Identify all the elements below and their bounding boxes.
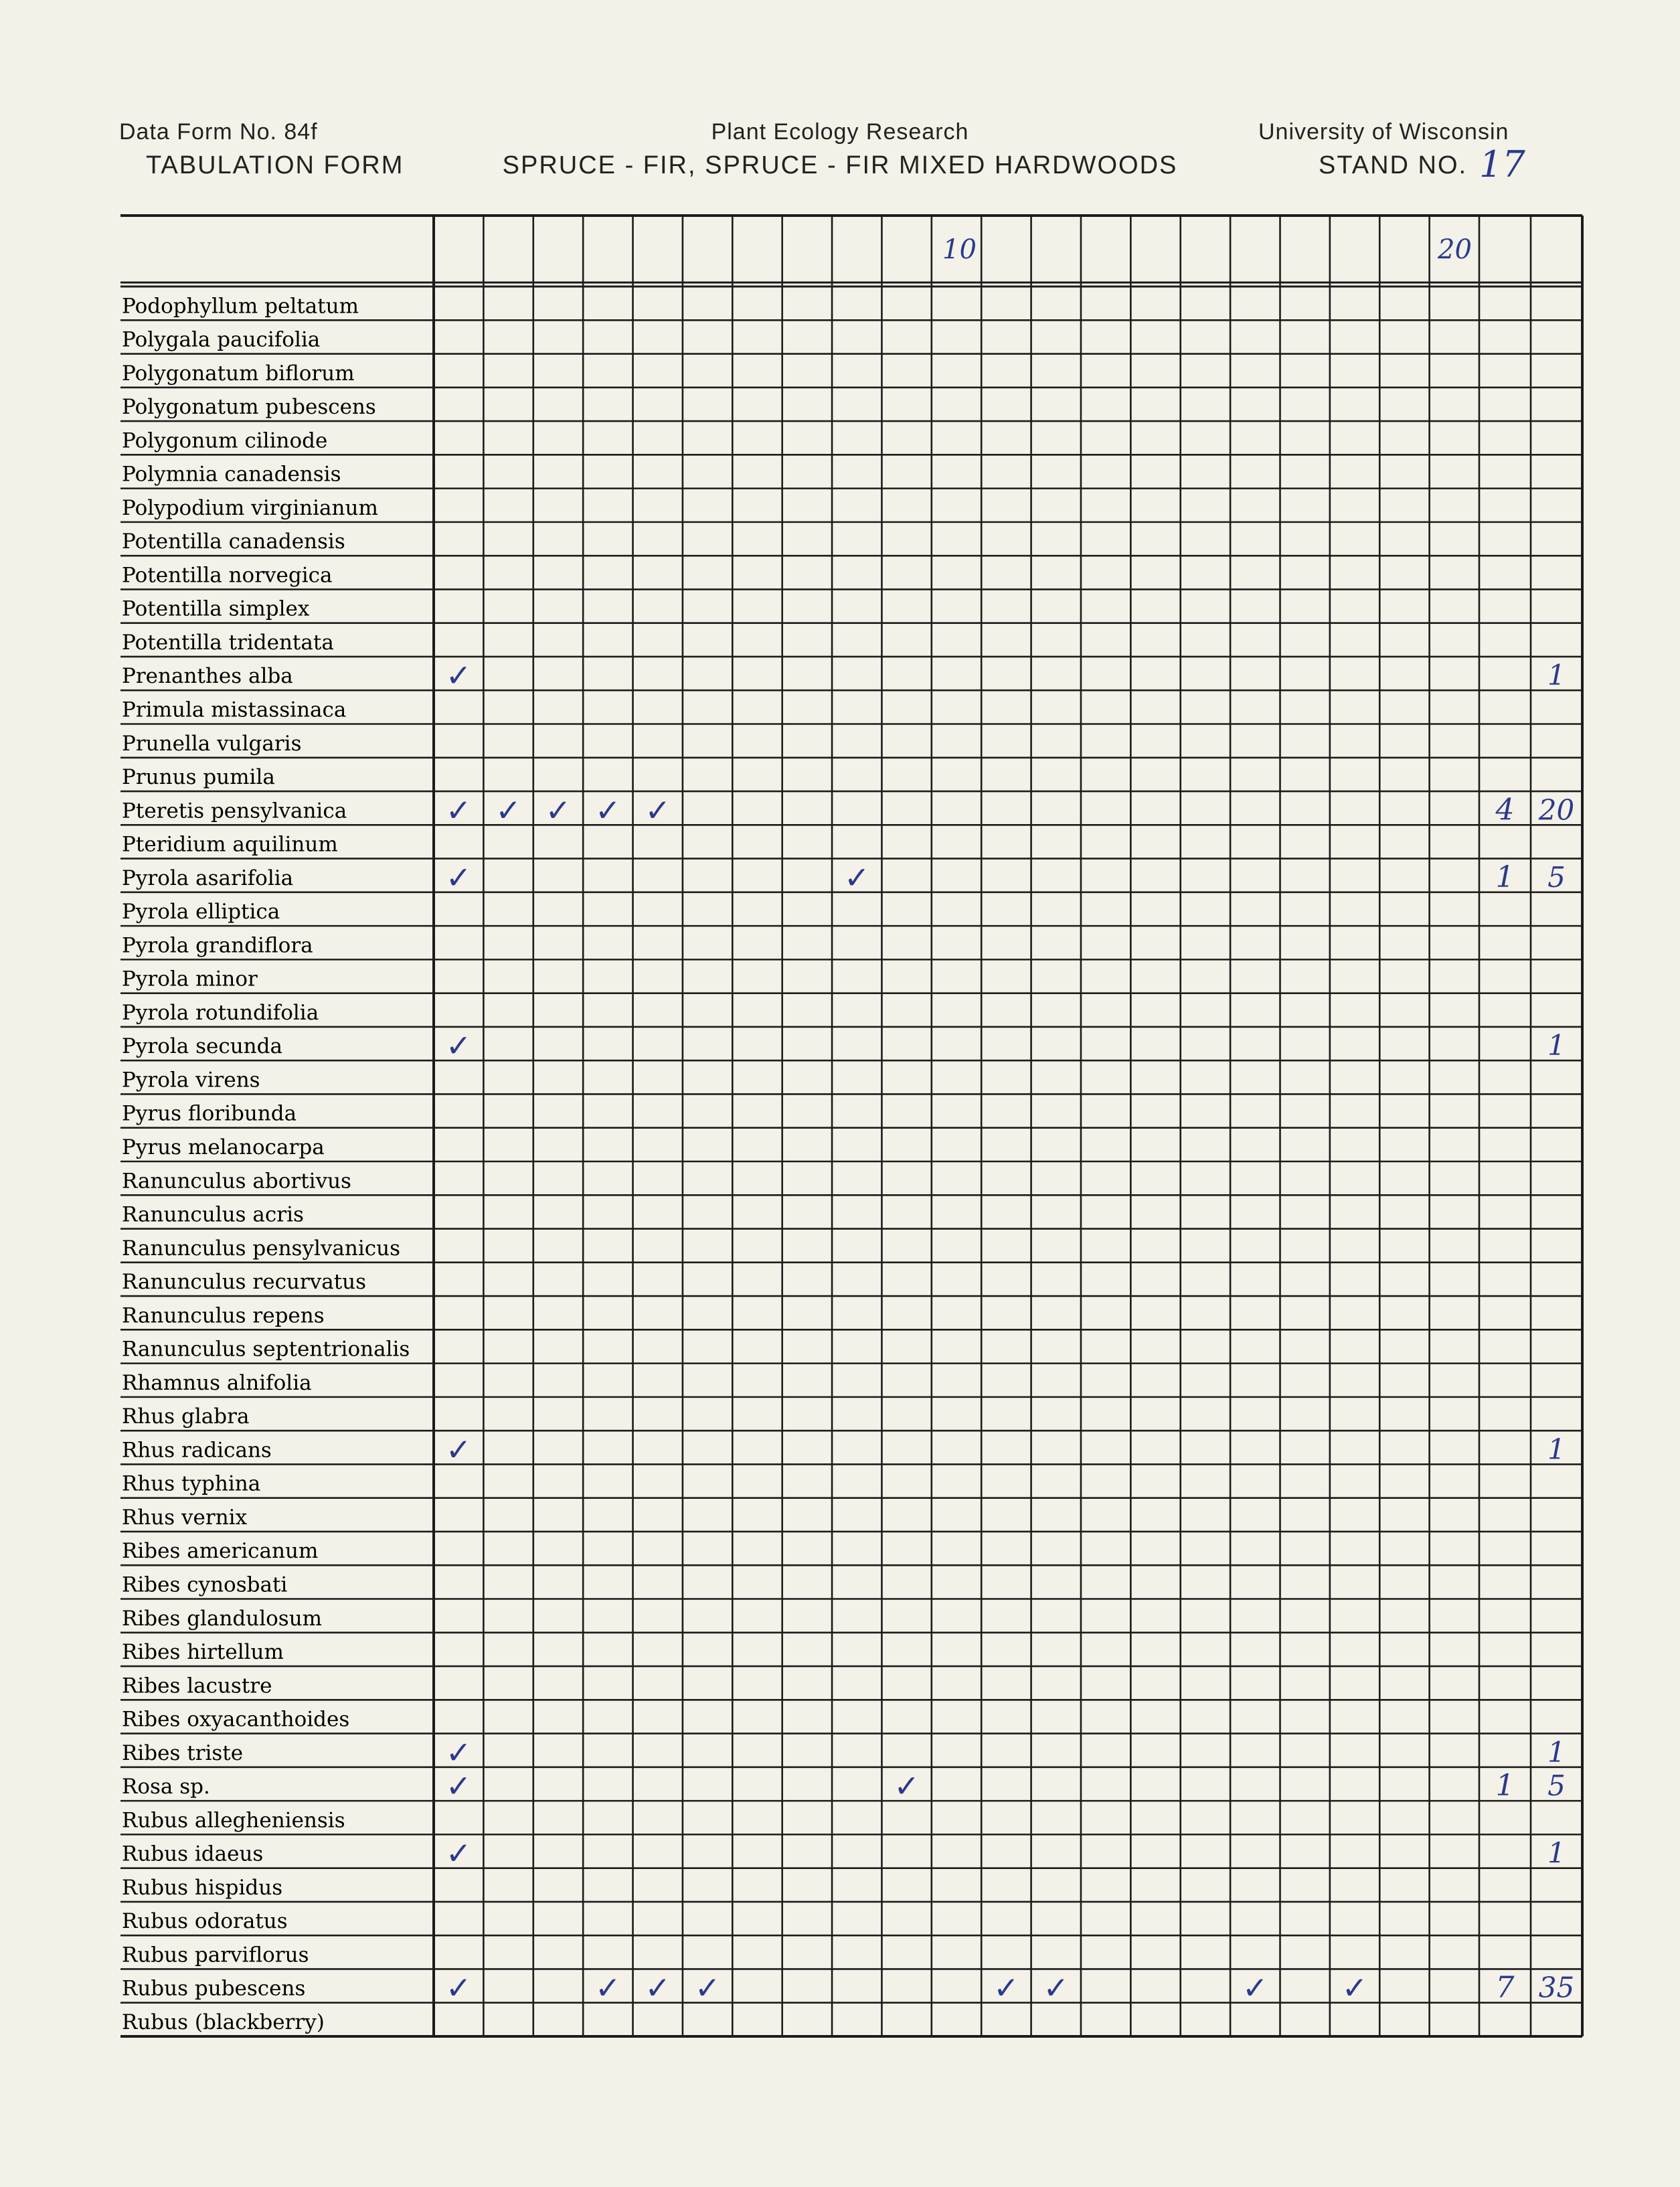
species-name: Polygonum cilinode (122, 428, 328, 453)
check-mark: ✓ (843, 859, 870, 896)
species-name: Pyrus melanocarpa (122, 1135, 325, 1159)
species-name: Polygonatum biflorum (122, 361, 355, 386)
species-name: Ribes cynosbati (122, 1572, 288, 1597)
species-name: Pteridium aquilinum (122, 832, 338, 857)
species-name: Rhus radicans (122, 1438, 272, 1463)
check-mark: ✓ (445, 792, 472, 829)
column-label-10: 10 (942, 234, 977, 265)
check-mark: ✓ (694, 1969, 721, 2006)
check-mark: ✓ (445, 1768, 472, 1805)
species-name: Prunus pumila (122, 765, 275, 790)
check-mark: ✓ (645, 1969, 671, 2006)
species-name: Ribes oxyacanthoides (122, 1707, 350, 1732)
species-name: Podophyllum peltatum (122, 294, 359, 319)
species-name: Ribes lacustre (122, 1674, 272, 1698)
species-name: Ranunculus pensylvanicus (122, 1236, 401, 1261)
species-name: Ribes glandulosum (122, 1606, 323, 1631)
column-label-20: 20 (1438, 234, 1472, 265)
species-name: Potentilla norvegica (122, 563, 333, 588)
species-name: Polymnia canadensis (122, 462, 341, 487)
species-name: Potentilla simplex (122, 596, 310, 621)
species-name: Ranunculus repens (122, 1303, 325, 1328)
species-name: Pyrola secunda (122, 1034, 282, 1059)
check-mark: ✓ (445, 1028, 472, 1064)
form-number: Data Form No. 84f (119, 119, 318, 145)
check-mark: ✓ (545, 792, 572, 829)
species-name: Rubus parviflorus (122, 1943, 309, 1967)
species-name: Pteretis pensylvanica (122, 799, 347, 823)
check-mark: ✓ (1242, 1969, 1268, 2006)
form-type: TABULATION FORM (146, 151, 404, 179)
species-name: Pyrola grandiflora (122, 933, 313, 958)
organization-text: Plant Ecology Research (711, 119, 969, 145)
total-value: 1 (1547, 1433, 1566, 1466)
species-name: Pyrola virens (122, 1068, 260, 1092)
species-name: Rubus hispidus (122, 1875, 283, 1900)
species-name: Rubus allegheniensis (122, 1808, 345, 1833)
species-name: Polygonatum pubescens (122, 395, 376, 420)
species-name: Rosa sp. (122, 1775, 210, 1799)
check-mark: ✓ (993, 1969, 1019, 2006)
species-name: Pyrus floribunda (122, 1101, 297, 1126)
species-name: Ribes americanum (122, 1539, 319, 1564)
species-name: Ranunculus recurvatus (122, 1270, 367, 1295)
species-name: Rubus odoratus (122, 1909, 288, 1934)
check-mark: ✓ (495, 792, 521, 829)
university-name: University of Wisconsin (1258, 119, 1509, 145)
check-mark: ✓ (445, 1835, 472, 1872)
total-value: 1 (1547, 1836, 1566, 1870)
species-name: Rhamnus alnifolia (122, 1370, 312, 1395)
check-mark: ✓ (894, 1768, 920, 1805)
stand-number-value: 17 (1479, 143, 1525, 185)
check-mark: ✓ (445, 859, 472, 896)
species-name: Polygala paucifolia (122, 327, 321, 352)
species-name: Rubus (blackberry) (122, 2010, 325, 2034)
check-mark: ✓ (445, 657, 472, 694)
species-name: Ribes triste (122, 1740, 244, 1765)
species-name: Pyrola elliptica (122, 900, 280, 924)
check-mark: ✓ (595, 1969, 621, 2006)
check-mark: ✓ (645, 792, 671, 829)
frequency-value: 4 (1495, 793, 1515, 827)
species-name: Rhus vernix (122, 1505, 248, 1530)
species-name: Ribes hirtellum (122, 1640, 284, 1665)
total-value: 5 (1547, 860, 1566, 894)
total-value: 1 (1547, 659, 1566, 692)
species-name: Ranunculus acris (122, 1202, 304, 1227)
total-value: 20 (1538, 793, 1575, 827)
species-name: Rubus pubescens (122, 1976, 306, 2001)
species-name: Ranunculus abortivus (122, 1169, 351, 1194)
check-mark: ✓ (1341, 1969, 1368, 2006)
species-name: Polypodium virginianum (122, 495, 378, 520)
species-name: Prenanthes alba (122, 664, 293, 689)
species-name: Primula mistassinaca (122, 698, 347, 722)
species-name: Rhus typhina (122, 1471, 261, 1496)
check-mark: ✓ (445, 1734, 472, 1771)
species-name: Pyrola minor (122, 967, 258, 991)
total-value: 1 (1547, 1735, 1566, 1769)
species-name: Potentilla tridentata (122, 630, 334, 655)
check-mark: ✓ (445, 1431, 472, 1468)
subtitle-text: SPRUCE - FIR, SPRUCE - FIR MIXED HARDWOODS (502, 151, 1178, 179)
frequency-value: 1 (1495, 1769, 1515, 1803)
species-name: Ranunculus septentrionalis (122, 1337, 410, 1362)
species-name: Prunella vulgaris (122, 731, 302, 756)
check-mark: ✓ (1043, 1969, 1070, 2006)
species-name: Potentilla canadensis (122, 530, 345, 554)
frequency-value: 1 (1495, 860, 1515, 894)
total-value: 5 (1547, 1769, 1566, 1803)
total-value: 35 (1538, 1971, 1575, 2004)
frequency-value: 7 (1495, 1970, 1515, 2005)
species-name: Rhus glabra (122, 1404, 250, 1429)
check-mark: ✓ (595, 792, 621, 829)
total-value: 1 (1547, 1029, 1566, 1062)
check-mark: ✓ (445, 1969, 472, 2006)
species-name: Rubus idaeus (122, 1842, 264, 1866)
species-name: Pyrola rotundifolia (122, 1000, 319, 1025)
stand-label: STAND NO. (1319, 151, 1468, 179)
species-name: Pyrola asarifolia (122, 866, 294, 890)
